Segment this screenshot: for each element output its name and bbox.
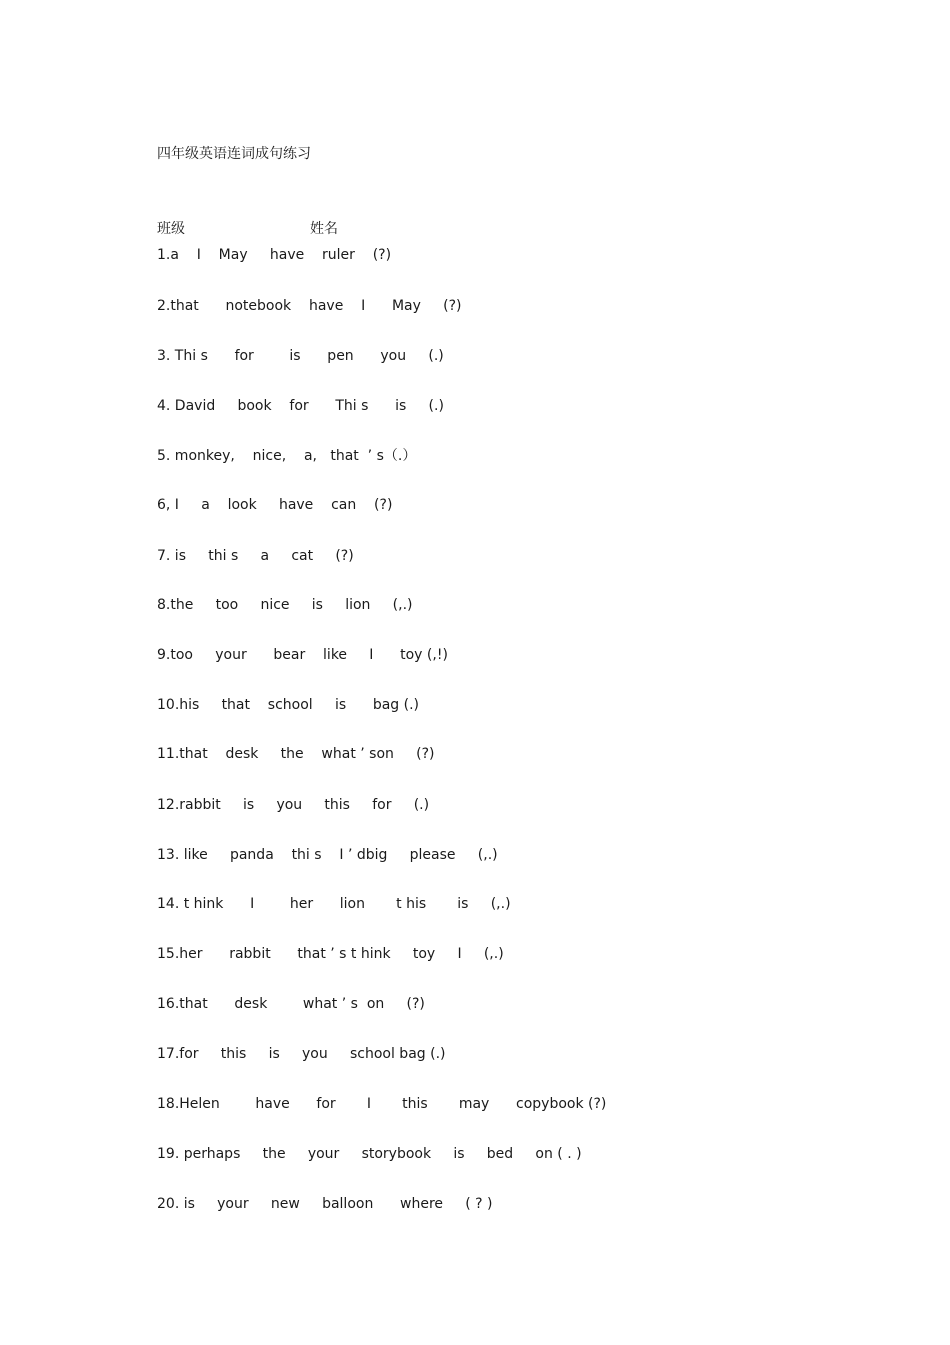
exercise-9: 9.too your bear like I toy (,!)	[157, 647, 448, 663]
exercise-20: 20. is your new balloon where ( ? )	[157, 1196, 493, 1212]
class-label: 班级	[157, 221, 185, 237]
exercise-1: 1.a I May have ruler (?)	[157, 247, 392, 263]
exercise-7: 7. is thi s a cat (?)	[157, 548, 354, 564]
exercise-2: 2.that notebook have I May (?)	[157, 298, 462, 314]
exercise-8: 8.the too nice is lion (,.)	[157, 597, 413, 613]
exercise-19: 19. perhaps the your storybook is bed on ( . )	[157, 1146, 582, 1162]
worksheet-title: 四年级英语连词成句练习	[157, 146, 311, 162]
exercise-14: 14. t hink I her lion t his is (,.)	[157, 896, 511, 912]
exercise-15: 15.her rabbit that ’ s t hink toy I (,.)	[157, 946, 504, 962]
exercise-18: 18.Helen have for I this may copybook (?)	[157, 1096, 607, 1112]
exercise-6: 6, I a look have can (?)	[157, 497, 393, 513]
exercise-11: 11.that desk the what ’ son (?)	[157, 746, 435, 762]
exercise-17: 17.for this is you school bag (.)	[157, 1046, 446, 1062]
exercise-4: 4. David book for Thi s is (.)	[157, 398, 444, 414]
exercise-3: 3. Thi s for is pen you (.)	[157, 348, 444, 364]
exercise-16: 16.that desk what ’ s on (?)	[157, 996, 425, 1012]
name-label: 姓名	[310, 221, 338, 237]
exercise-12: 12.rabbit is you this for (.)	[157, 797, 430, 813]
exercise-13: 13. like panda thi s I ’ dbig please (,.)	[157, 847, 498, 863]
exercise-10: 10.his that school is bag (.)	[157, 697, 420, 713]
exercise-5: 5. monkey, nice, a, that ’ s（.）	[157, 448, 417, 464]
